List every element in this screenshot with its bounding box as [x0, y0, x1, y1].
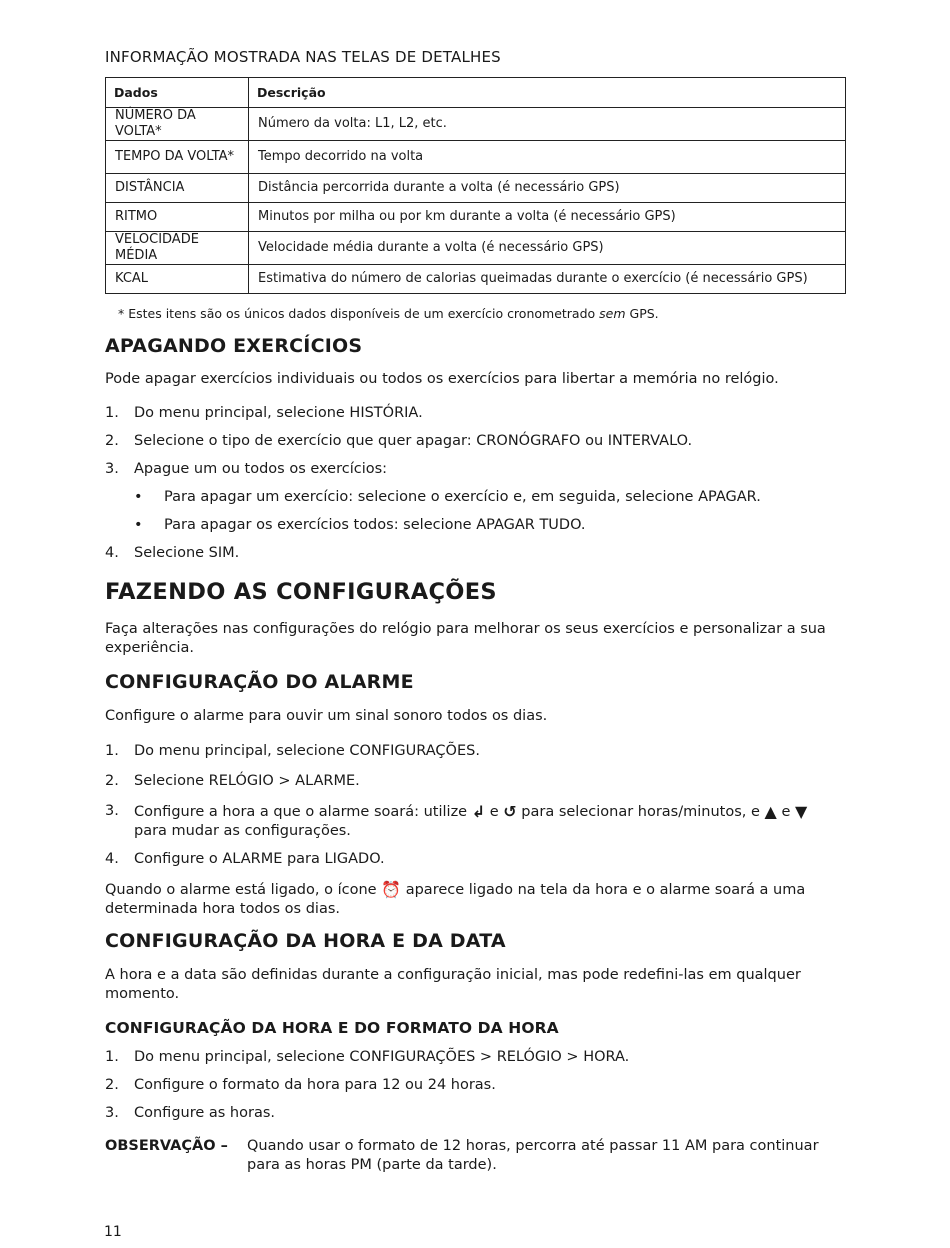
table-cell-data: KCAL [106, 265, 249, 294]
table-header-description: Descrição [249, 78, 846, 108]
alarm-intro: Configure o alarme para ouvir um sinal sonoro todos os dias. [105, 708, 548, 724]
table-row [106, 232, 846, 265]
table-cell-description: Tempo decorrido na volta [249, 141, 846, 174]
table-cell-description: Velocidade média durante a volta (é necessário GPS) [249, 232, 846, 265]
section-heading-settings: FAZENDO AS CONFIGURAÇÕES [105, 579, 497, 605]
list-item-text: Configure o formato da hora para 12 ou 24 horas. [134, 1077, 496, 1093]
table-caption: INFORMAÇÃO MOSTRADA NAS TELAS DE DETALHES [105, 48, 501, 66]
table-footnote [118, 304, 659, 323]
note-label: OBSERVAÇÃO – [105, 1138, 228, 1154]
subsection-heading-time-format: CONFIGURAÇÃO DA HORA E DO FORMATO DA HORA [105, 1019, 559, 1037]
table-cell-data: RITMO [106, 203, 249, 232]
settings-intro: Faça alterações nas configurações do relógio para melhorar os seus exercícios e personalizar a sua experiência. [105, 621, 826, 656]
footnote-emphasis: sem [599, 306, 626, 321]
list-item-text: Do menu principal, selecione CONFIGURAÇÕES. [134, 743, 480, 759]
list-item-text: Selecione SIM. [134, 545, 240, 561]
table-cell-description: Estimativa do número de calorias queimadas durante o exercício (é necessário GPS) [249, 265, 846, 294]
bullet-item-text: Para apagar um exercício: selecione o exercício e, em seguida, selecione APAGAR. [164, 489, 761, 505]
list-item-text: Do menu principal, selecione CONFIGURAÇÕES > RELÓGIO > HORA. [134, 1049, 630, 1065]
down-triangle-icon: ▼ [794, 802, 808, 821]
list-item-text: Do menu principal, selecione HISTÓRIA. [134, 405, 423, 421]
table-cell-data: DISTÂNCIA [106, 174, 249, 203]
table-cell-description: Número da volta: L1, L2, etc. [249, 108, 846, 141]
table-cell-data: VELOCIDADE MÉDIA [106, 232, 249, 265]
table-header-data: Dados [106, 78, 249, 108]
section-heading-time-date: CONFIGURAÇÃO DA HORA E DA DATA [105, 930, 506, 952]
alarm-clock-icon: ⏰ [381, 880, 402, 899]
table-header-row [106, 78, 846, 108]
enter-icon: ↲ [471, 802, 486, 821]
section-heading-deleting: APAGANDO EXERCÍCIOS [105, 335, 363, 357]
page-number: 11 [104, 1224, 122, 1240]
back-icon: ↺ [503, 802, 517, 821]
bullet-item-text: Para apagar os exercícios todos: selecione APAGAR TUDO. [164, 517, 586, 533]
time-date-intro: A hora e a data são definidas durante a configuração inicial, mas pode redefini-las em qualquer momento. [105, 967, 801, 1002]
list-item-text: Selecione RELÓGIO > ALARME. [134, 773, 360, 789]
list-item-text: Apague um ou todos os exercícios: [134, 461, 388, 477]
section-heading-alarm: CONFIGURAÇÃO DO ALARME [105, 671, 414, 693]
table-cell-description: Minutos por milha ou por km durante a volta (é necessário GPS) [249, 203, 846, 232]
deleting-intro: Pode apagar exercícios individuais ou todos os exercícios para libertar a memória no relógio. [105, 371, 779, 387]
table-row [106, 265, 846, 294]
footnote-text-end: GPS. [625, 306, 659, 321]
table-cell-data: TEMPO DA VOLTA* [106, 141, 249, 174]
table-cell-description: Distância percorrida durante a volta (é necessário GPS) [249, 174, 846, 203]
list-item-text: Selecione o tipo de exercício que quer apagar: CRONÓGRAFO ou INTERVALO. [134, 433, 693, 449]
details-table [105, 77, 846, 294]
list-item-text: Configure a hora a que o alarme soará: utilize ↲ e ↺ para selecionar horas/minutos, e ▲ e ▼ para mudar as configurações. [134, 802, 808, 839]
note-text: Quando usar o formato de 12 horas, percorra até passar 11 AM para continuar para as horas PM (parte da tarde). [247, 1138, 819, 1173]
table-row [106, 203, 846, 232]
footnote-text: * Estes itens são os únicos dados disponíveis de um exercício cronometrado [118, 306, 600, 321]
table-cell-data: NÚMERO DA VOLTA* [106, 108, 249, 141]
list-item-text: Configure o ALARME para LIGADO. [134, 851, 385, 867]
up-triangle-icon: ▲ [764, 802, 777, 821]
table-row [106, 174, 846, 203]
list-item-text: Configure as horas. [134, 1105, 276, 1121]
table-row [106, 141, 846, 174]
alarm-outro: Quando o alarme está ligado, o ícone ⏰ aparece ligado na tela da hora e o alarme soará a uma determinada hora todos os dias. [105, 880, 806, 917]
table-row [106, 108, 846, 141]
